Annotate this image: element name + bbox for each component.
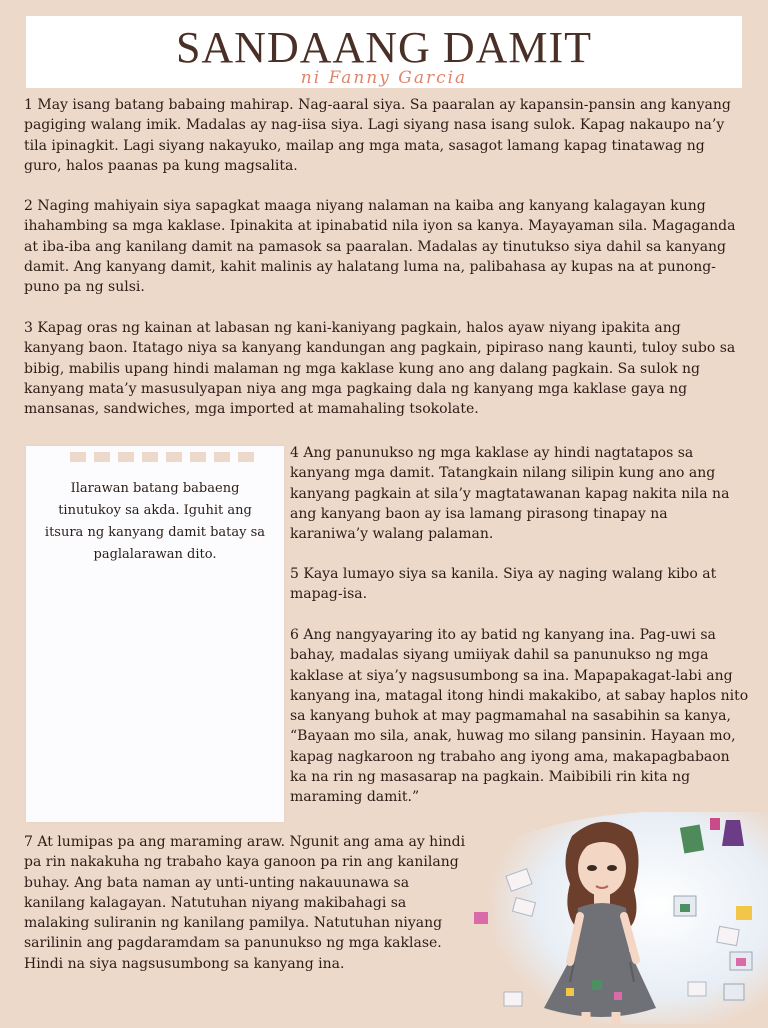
paragraph-1: 1 May isang batang babaing mahirap. Nag-aaral siya. Sa paaralan ay kapansin-pansin ang kanyang pagiging walang imik. Madalas ay nag-iisa siya. Lagi siyang nasa isang sulok. Kapag nakaupo na’y tila ipinagkit. Lagi siyang nakayuko, mailap ang mga mata, sasagot lamang kapag tinatawag ng guro, halos paanas pa kung magsalita. [24,97,731,174]
drawing-instructions: Ilarawan batang babaeng tinutukoy sa akda. Iguhit ang itsura ng kanyang damit batay sa paglalarawan dito. [44,481,266,562]
girl-illustration [474,812,768,1024]
girl-illustration-svg [474,812,768,1024]
paper-holes [26,452,284,466]
drawing-paper[interactable] [26,446,284,822]
page-title: SANDAANG DAMIT [175,23,593,72]
author-subtitle: ni Fanny Garcia [300,68,468,88]
paragraph-6: 6 Ang nangyayaring ito ay batid ng kanyang ina. Pag-uwi sa bahay, madalas siyang umiiyak dahil sa panunukso ng mga kaklase at siya’y nagsusumbong sa ina. Mapapakagat-labi ang kanyang ina, matagal itong hindi makakibo, at sabay haplos nito sa kanyang buhok at may pagmamahal na sasabihin sa kanya, “Bayaan mo sila, anak, huwag mo silang pansinin. Hayaan mo, kapag nagkaroon ng trabaho ang iyong ama, makapagbabaon ka na rin ng masasarap na pagkain. Maibibili rin kita ng maraming damit.” [290,627,749,806]
paragraph-2: 2 Naging mahiyain siya sapagkat maaga niyang nalaman na kaiba ang kanyang kalagayan kung ihahambing sa mga kaklase. Ipinakita at ipinabatid nila iyon sa kanya. Mayayaman sila. Magaganda at iba-iba ang kanilang damit na pamasok sa paaralan. Madalas ay tinutukso siya dahil sa kanyang damit. Ang kanyang damit, kahit malinis ay halatang luma na, palibahasa ay kupas na at punong-puno pa ng sulsi. [24,198,736,296]
paragraph-7: 7 At lumipas pa ang maraming araw. Ngunit ang ama ay hindi pa rin nakakuha ng trabaho kaya ganoon pa rin ang kanilang buhay. Ang bata naman ay unti-unting nakauunawa sa kanilang kalagayan. Natutuhan niyang makibahagi sa malaking suliranin ng kanilang pamilya. Natutuhan niyang sarilinin ang pagdaramdam sa panunukso ng mga kaklase. Hindi na siya nagsusumbong sa kanyang ina. [24,834,466,972]
title-box [26,16,742,88]
paragraph-4: 4 Ang panunukso ng mga kaklase ay hindi nagtatapos sa kanyang mga damit. Tatangkain nilang silipin kung ano ang kanyang pagkain at sila’y magtatawanan kapag nakita nila na ang kanyang baon ay isa lamang pirasong tinapay na karaniwa’y walang palaman. [290,445,730,543]
paragraph-5: 5 Kaya lumayo siya sa kanila. Siya ay naging walang kibo at mapag-isa. [290,566,717,603]
paragraph-3: 3 Kapag oras ng kainan at labasan ng kani-kaniyang pagkain, halos ayaw niyang ipakita ang kanyang baon. Itatago niya sa kanyang kandungan ang pagkain, pipiraso nang kaunti, tuloy subo sa bibig, mabilis upang hindi malaman ng mga kaklase kung ano ang dalang pagkain. Sa sulok ng kanyang mata’y masusulyapan niya ang mga pagkaing dala ng kanyang mga kaklase gaya ng mansanas, sandwiches, mga imported at mamahaling tsokolate. [24,320,736,418]
